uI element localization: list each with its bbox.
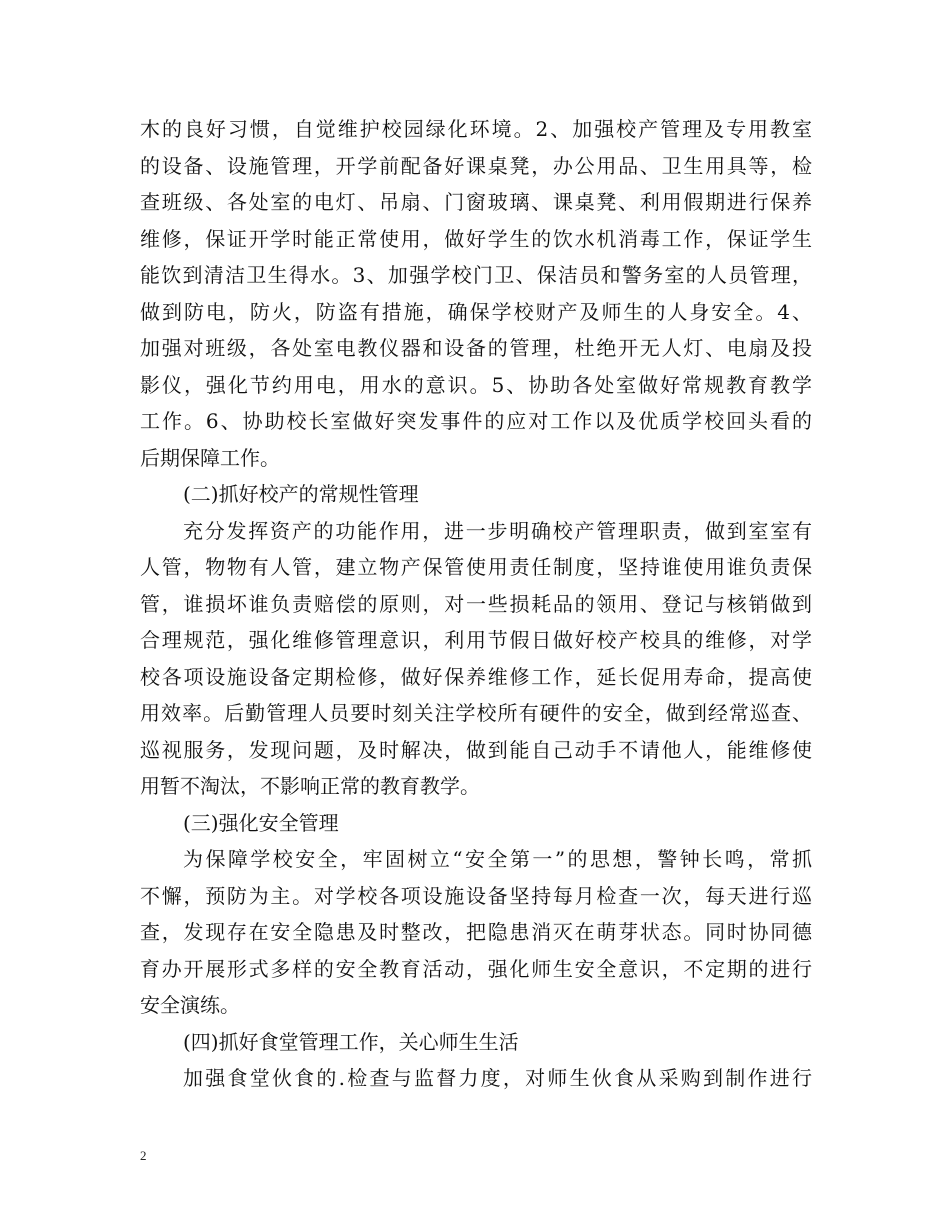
text-line: 查班级、各处室的电灯、吊扇、门窗玻璃、课桌凳、利用假期进行保养 xyxy=(140,190,812,214)
text-line: 加强对班级，各处室电教仪器和设备的管理，杜绝开无人灯、电扇及投 xyxy=(140,336,812,360)
text-line: 影仪，强化节约用电，用水的意识。5、协助各处室做好常规教育教学 xyxy=(140,372,812,397)
text-line: 用暂不淘汰，不影响正常的教育教学。 xyxy=(140,774,480,798)
text-line: 用效率。后勤管理人员要时刻关注学校所有硬件的安全，做到经常巡查、 xyxy=(140,701,812,725)
text-line: (三)强化安全管理 xyxy=(183,810,339,835)
text-line: 能饮到清洁卫生得水。3、加强学校门卫、保洁员和警务室的人员管理， xyxy=(140,263,812,287)
text-line: 木的良好习惯，自觉维护校园绿化环境。2、加强校产管理及专用教室 xyxy=(140,117,812,141)
text-line: 安全演练。 xyxy=(140,993,240,1017)
text-line: (四)抓好食堂管理工作，关心师生生活 xyxy=(183,1029,519,1054)
text-line: 查，发现存在安全隐患及时整改，把隐患消灭在萌芽状态。同时协同德 xyxy=(140,920,812,944)
text-line: 人管，物物有人管，建立物产保管使用责任制度，坚持谁使用谁负责保 xyxy=(140,555,812,579)
text-line: 维修，保证开学时能正常使用，做好学生的饮水机消毒工作，保证学生 xyxy=(140,226,812,251)
text-line: 充分发挥资产的功能作用，进一步明确校产管理职责，做到室室有 xyxy=(183,518,812,543)
text-line: 育办开展形式多样的安全教育活动，强化师生安全意识，不定期的进行 xyxy=(140,956,812,981)
text-line: 加强食堂伙食的.检查与监督力度，对师生伙食从采购到制作进行 xyxy=(183,1066,812,1090)
document-body xyxy=(140,111,812,1097)
text-line: 校各项设施设备定期检修，做好保养维修工作，延长促用寿命，提高使 xyxy=(140,664,812,689)
text-line: 做到防电，防火，防盗有措施，确保学校财产及师生的人身安全。4、 xyxy=(140,299,812,324)
text-line: 工作。6、协助校长室做好突发事件的应对工作以及优质学校回头看的 xyxy=(140,409,812,433)
text-line: 管，谁损坏谁负责赔偿的原则，对一些损耗品的领用、登记与核销做到 xyxy=(140,591,812,616)
page-number: 2 xyxy=(140,1148,147,1163)
text-line: (二)抓好校产的常规性管理 xyxy=(183,482,419,506)
text-line: 后期保障工作。 xyxy=(140,445,280,470)
text-line: 巡视服务，发现问题，及时解决，做到能自己动手不请他人，能维修使 xyxy=(140,737,812,762)
text-line: 为保障学校安全，牢固树立“安全第一”的思想，警钟长鸣，常抓 xyxy=(183,847,812,871)
text-line: 合理规范，强化维修管理意识，利用节假日做好校产校具的维修，对学 xyxy=(140,628,812,652)
text-line: 的设备、设施管理，开学前配备好课桌凳，办公用品、卫生用具等，检 xyxy=(140,153,812,178)
text-line: 不懈，预防为主。对学校各项设施设备坚持每月检查一次，每天进行巡 xyxy=(140,883,812,908)
